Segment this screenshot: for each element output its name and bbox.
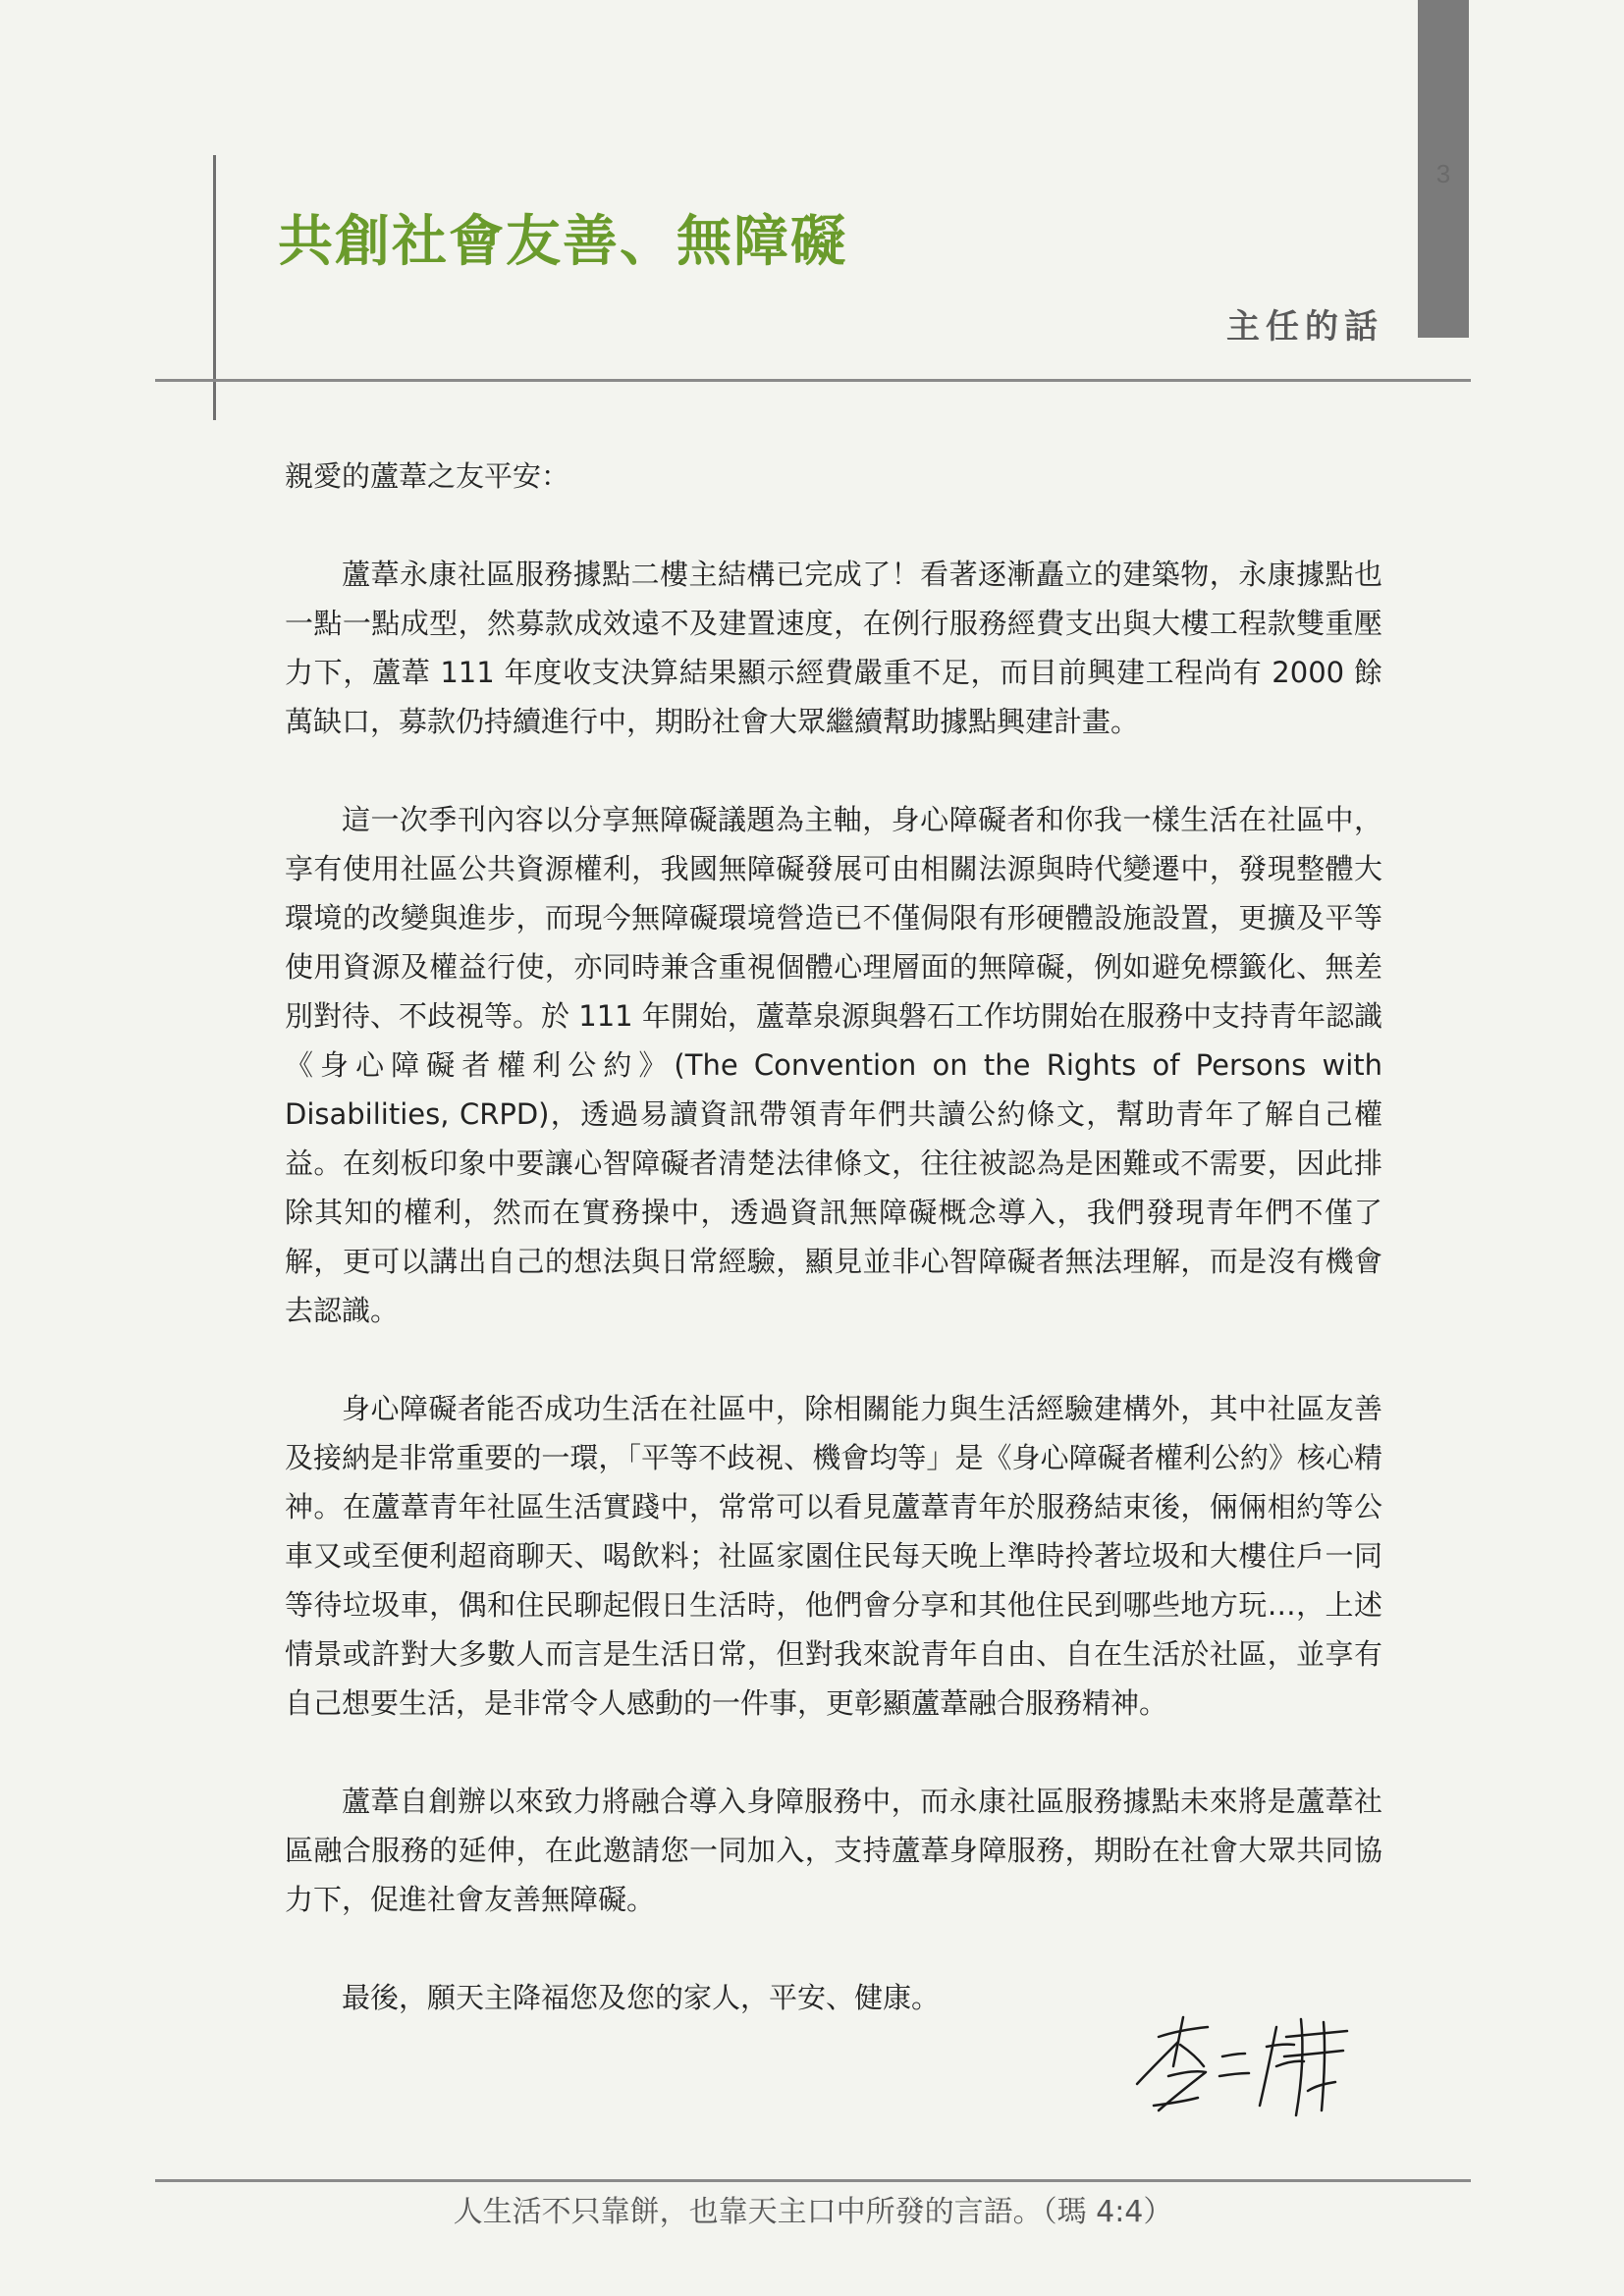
header-horizontal-rule: [155, 379, 1471, 382]
paragraph-2: 這一次季刊內容以分享無障礙議題為主軸，身心障礙者和你我一樣生活在社區中，享有使用社區公共資源權利，我國無障礙發展可由相關法源與時代變遷中，發現整體大環境的改變與進步，而現今無障礙環境營造已不僅侷限有形硬體設施設置，更擴及平等使用資源及權益行使，亦同時兼含重視個體心理層面的無障礙，例如避免標籤化、無差別對待、不歧視等。於 111 年開始，蘆葦泉源與磐石工作坊開始在服務中支持青年認識《身心障礙者權利公約》(The Convention on the Rights of Persons with Disabilities, CRPD)，透過易讀資訊帶領青年們共讀公約條文，幫助青年了解自己權益。在刻板印象中要讓心智障礙者清楚法律條文，往往被認為是困難或不需要，因此排除其知的權利，然而在實務操中，透過資訊無障礙概念導入，我們發現青年們不僅了解，更可以講出自己的想法與日常經驗，顯見並非心智障礙者無法理解，而是沒有機會去認識。: [285, 803, 1382, 1327]
paragraph-4: 蘆葦自創辦以來致力將融合導入身障服務中，而永康社區服務據點未來將是蘆葦社區融合服務的延伸，在此邀請您一同加入，支持蘆葦身障服務，期盼在社會大眾共同協力下，促進社會友善無障礙。: [285, 1785, 1382, 1916]
page-number: 3: [1435, 159, 1451, 188]
paragraph-3: 身心障礙者能否成功生活在社區中，除相關能力與生活經驗建構外，其中社區友善及接納是非常重要的一環，「平等不歧視、機會均等」是《身心障礙者權利公約》核心精神。在蘆葦青年社區生活實踐中，常常可以看見蘆葦青年於服務結束後，倆倆相約等公車又或至便利超商聊天、喝飲料；社區家園住民每天晚上準時拎著垃圾和大樓住戶一同等待垃圾車，偶和住民聊起假日生活時，他們會分享和其他住民到哪些地方玩…，上述情景或許對大多數人而言是生活日常，但對我來說青年自由、自在生活於社區，並享有自己想要生活，是非常令人感動的一件事，更彰顯蘆葦融合服務精神。: [285, 1392, 1382, 1720]
handwritten-signature: [1129, 2007, 1375, 2125]
page-title: 共創社會友善、無障礙: [278, 210, 847, 274]
footer-quote: 人生活不只靠餅，也靠天主口中所發的言語。（瑪 4:4）: [453, 2195, 1173, 2229]
letter-body: [285, 452, 1382, 2022]
footer-rule: [155, 2179, 1471, 2182]
closing-line: 最後，願天主降福您及您的家人，平安、健康。: [342, 1981, 941, 2014]
paragraph-1: 蘆葦永康社區服務據點二樓主結構已完成了！看著逐漸矗立的建築物，永康據點也一點一點成型，然募款成效遠不及建置速度，在例行服務經費支出與大樓工程款雙重壓力下，蘆葦 111 年度收支決算結果顯示經費嚴重不足，而目前興建工程尚有 2000 餘萬缺口，募款仍持續進行中，期盼社會大眾繼續幫助據點興建計畫。: [285, 558, 1382, 738]
salutation: 親愛的蘆葦之友平安：: [285, 459, 570, 493]
section-label: 主任的話: [1226, 307, 1383, 347]
